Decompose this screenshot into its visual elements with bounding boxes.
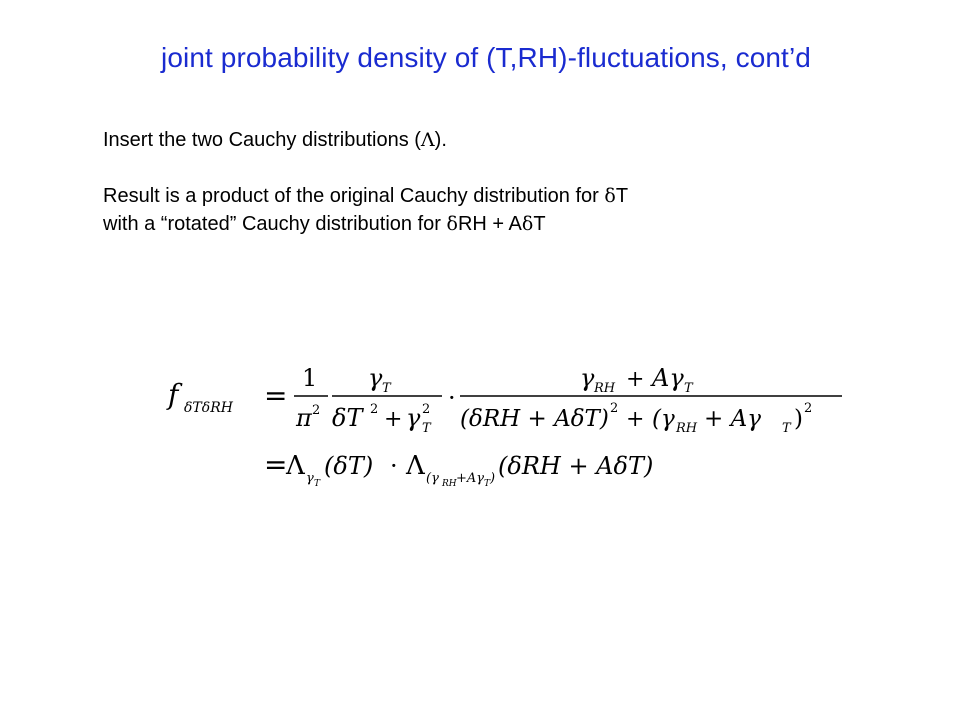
equals-sign-line2: =: [264, 448, 288, 481]
multiply-dot: ·: [448, 384, 456, 412]
delta-symbol: δ: [604, 185, 616, 207]
lambda-1-argument: (δT): [324, 452, 374, 480]
frac2-num-subscript: T: [382, 381, 391, 396]
multiply-dot-line2: ·: [390, 452, 398, 480]
lambda-2-subscript-rh: RH: [442, 479, 457, 489]
lambda-symbol: Λ: [420, 129, 435, 151]
paragraph-gap: [103, 154, 628, 182]
frac3-num-b-subscript: T: [684, 381, 693, 396]
frac1-numerator: 1: [302, 364, 318, 392]
result-line1-after: T: [615, 185, 629, 207]
lambda-1-subscript-gamma: γ: [306, 471, 314, 486]
slide-title: joint probability density of (T,RH)-fluctuations, cont’d: [161, 42, 811, 73]
result-line2-before: with a “rotated” Cauchy distribution for: [103, 213, 447, 235]
frac3-den-b-subscript-rh: RH: [676, 421, 698, 436]
frac1-denominator: π: [296, 404, 312, 432]
lhs-subscript: δTδRH: [184, 400, 233, 416]
lambda-2-argument: (δRH + AδT): [498, 452, 654, 480]
frac3-num-a: γ: [580, 364, 595, 392]
frac3-den-b-subscript-t: T: [782, 421, 791, 436]
lambda-2: Λ: [406, 451, 425, 481]
result-line1-before: Result is a product of the original Cauchy distribution for: [103, 185, 605, 207]
frac3-num-a-subscript: RH: [594, 381, 616, 396]
lambda-2-subscript-t: T: [484, 479, 491, 489]
lambda-2-subscript-close: ): [490, 471, 496, 486]
equals-sign: =: [264, 379, 288, 412]
frac2-den-plus: +: [384, 407, 403, 432]
frac3-den-b-close: ): [794, 406, 803, 432]
lambda-2-subscript-open: (γ: [426, 471, 439, 486]
lambda-1-subscript-t: T: [314, 479, 321, 489]
result-line2-after: T: [533, 213, 546, 235]
frac2-den-a: δT: [332, 404, 363, 432]
frac3-den-a-superscript: 2: [610, 401, 619, 416]
frac3-den-a: (δRH + AδT): [460, 406, 609, 432]
delta-symbol: δ: [446, 213, 458, 235]
delta-symbol: δ: [521, 213, 534, 235]
paragraph-result-line1: [103, 182, 628, 210]
frac2-numerator: γ: [368, 364, 383, 392]
frac1-den-superscript: 2: [312, 403, 321, 418]
paragraph-insert-text-before: Insert the two Cauchy distributions (: [103, 129, 421, 151]
paragraph-insert-text-after: ).: [434, 129, 447, 151]
frac3-num-b: Aγ: [652, 364, 684, 392]
frac3-den-b-mid: + Aγ: [704, 406, 761, 432]
paragraph-insert: [103, 126, 628, 154]
lambda-2-subscript-mid: +Aγ: [456, 471, 485, 486]
equation-block: [160, 350, 860, 500]
frac3-den-plus: +: [626, 407, 645, 432]
frac2-den-b: γ: [406, 404, 421, 432]
frac2-den-b-subscript: T: [422, 421, 431, 436]
frac3-den-b-superscript: 2: [804, 401, 813, 416]
frac3-den-b-open: (γ: [652, 406, 675, 432]
lambda-1: Λ: [286, 451, 305, 481]
frac2-den-b-superscript: 2: [422, 402, 431, 417]
frac3-num-plus: +: [626, 367, 645, 392]
lhs-f: f: [168, 378, 179, 411]
body-text: [103, 126, 628, 238]
frac2-den-a-superscript: 2: [370, 402, 379, 417]
paragraph-result-line2: [103, 210, 628, 238]
equation-svg: [160, 350, 860, 500]
result-line2-mid: RH + A: [457, 213, 522, 235]
